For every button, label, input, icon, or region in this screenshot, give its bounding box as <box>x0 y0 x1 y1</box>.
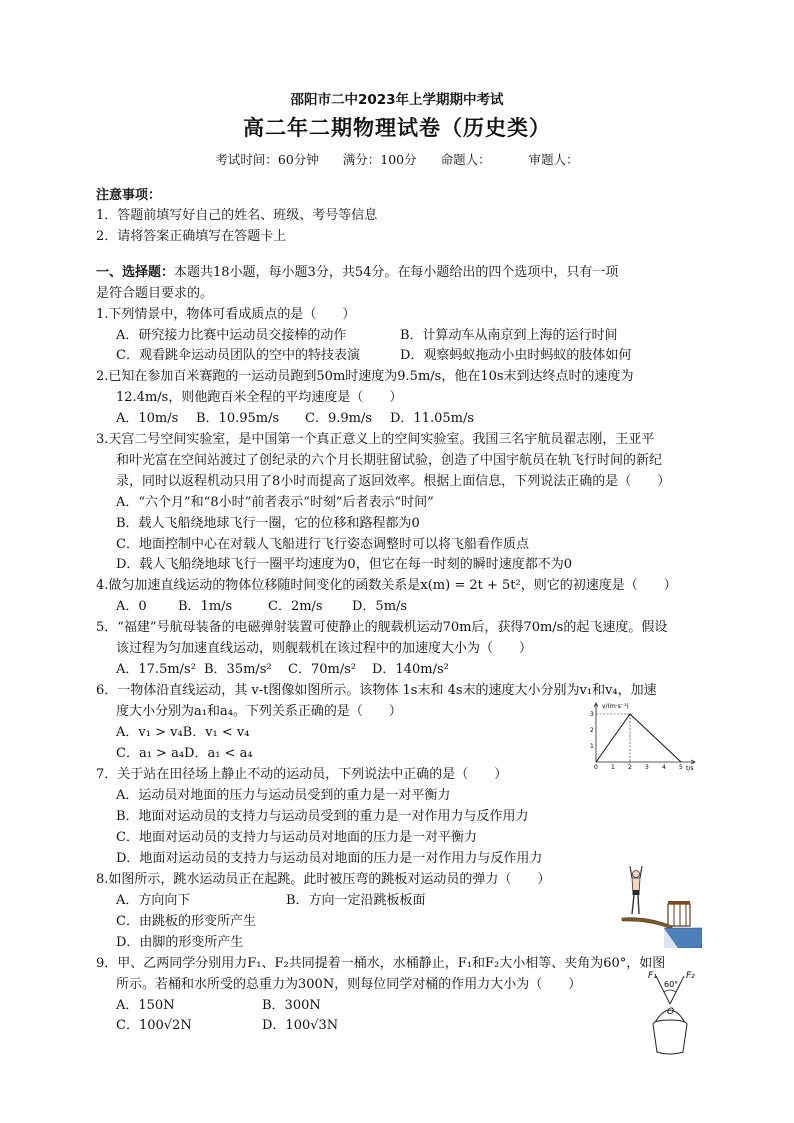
option-ab: A．v₁ > v₄B．v₁ < v₄ <box>116 725 250 740</box>
setter: 命题人： <box>440 152 491 167</box>
option-b: B．1m/s <box>178 599 233 614</box>
option-d: D．5m/s <box>352 599 408 614</box>
school-exam-name: 邵阳市二中2023年上学期期中考试 <box>290 92 504 108</box>
option-c: C．9.9m/s <box>305 411 372 426</box>
option-a: A．研究接力比赛中运动员交接棒的动作 <box>116 328 347 343</box>
section-heading: 一、选择题： <box>96 265 175 280</box>
option-b: B．35m/s² <box>204 662 272 677</box>
question-stem: 4.做匀加速直线运动的物体位移随时间变化的函数关系是x(m) = 2t + 5t²，则它的初速度是（ ） <box>96 578 677 593</box>
y-tick-label: 3 <box>590 711 594 718</box>
question-stem-cont: 度大小分别为a₁和a₄。下列关系正确的是（ ） <box>116 704 402 719</box>
option-b: B．方向一定沿跳板板面 <box>286 893 426 908</box>
option-c: C．由跳板的形变所产生 <box>116 914 256 929</box>
option-b: B．地面对运动员的支持力与运动员受到的重力是一对作用力与反作用力 <box>116 809 529 824</box>
f2-label: F₂ <box>686 971 695 981</box>
exam-time: 考试时间：60分钟 <box>215 152 319 167</box>
notes-heading: 注意事项： <box>96 188 162 203</box>
option-a: A．17.5m/s² <box>116 662 196 677</box>
diver-illustration <box>608 866 702 948</box>
x-tick-label: 1 <box>611 764 615 771</box>
question-stem: 2.已知在参加百米赛跑的一运动员跑到50m时速度为9.5m/s，他在10s末到达终点时的速度为 <box>96 369 634 384</box>
option-b: B．计算动车从南京到上海的运行时间 <box>400 328 618 343</box>
option-a: A．150N <box>116 998 175 1013</box>
f1-label: F₁ <box>648 971 657 981</box>
option-b: B．10.95m/s <box>196 411 280 426</box>
y-tick-label: 2 <box>590 727 594 734</box>
option-c: C．2m/s <box>268 599 323 614</box>
question-stem: 5．“福建”号航母装备的电磁弹射装置可使静止的舰载机运动70m后，获得70m/s的起飞速度。假设 <box>96 620 668 635</box>
question-stem-cont: 所示。若桶和水所受的总重力为300N，则每位同学对桶的作用力大小为（ ） <box>116 977 582 992</box>
option-b: B．载人飞船绕地球飞行一圈，它的位移和路程都为0 <box>116 516 420 531</box>
question-stem: 3.天宫二号空间实验室，是中国第一个真正意义上的空间实验室。我国三名宇航员翟志刚，王亚平 <box>96 432 655 447</box>
vt-series-line <box>596 714 681 762</box>
bucket-figure <box>640 966 706 1058</box>
x-axis-label: t/s <box>686 765 694 772</box>
option-d: D．地面对运动员的支持力与运动员对地面的压力是一对作用力与反作用力 <box>116 851 543 866</box>
question-stem-cont: 12.4m/s，则他跑百米全程的平均速度是（ ） <box>116 390 403 405</box>
option-d: D．载人飞船绕地球飞行一圈平均速度为0，但它在每一时刻的瞬时速度都不为0 <box>116 557 572 572</box>
section-intro <box>96 264 618 282</box>
y-axis-label: v/(m·s⁻¹) <box>602 703 629 710</box>
note-item: 1．答题前填写好自己的姓名、班级、考号等信息 <box>96 208 378 223</box>
point-o-label: O <box>667 1007 675 1017</box>
question-stem: 8.如图所示，跳水运动员正在起跳。此时被压弯的跳板对运动员的弹力（ ） <box>96 872 551 887</box>
x-tick-label: 0 <box>594 764 598 771</box>
option-c: C．70m/s² <box>288 662 357 677</box>
question-stem: 7．关于站在田径场上静止不动的运动员，下列说法中正确的是（ ） <box>96 767 508 782</box>
question-stem-cont: 和叶光富在空间站渡过了创纪录的六个月长期驻留试验，创造了中国宇航员在轨飞行时间的新纪 <box>116 453 663 468</box>
x-tick-label: 5 <box>679 764 683 771</box>
option-c: C．观看跳伞运动员团队的空中的特技表演 <box>116 348 360 363</box>
exam-meta <box>0 150 794 168</box>
angle-label: 60° <box>664 980 679 989</box>
question-stem-cont: 该过程为匀加速直线运动，则舰载机在该过程中的加速度大小为（ ） <box>116 641 533 656</box>
option-cd: C．a₁ > a₄D．a₁ < a₄ <box>116 746 253 761</box>
option-d: D．100√3N <box>262 1018 339 1033</box>
option-c: C．地面控制中心在对载人飞船进行飞行姿态调整时可以将飞船看作质点 <box>116 537 529 552</box>
page-title: 高二年二期物理试卷（历史类） <box>243 115 551 140</box>
section-desc: 本题共18小题，每小题3分，共54分。在每小题给出的四个选项中，只有一项 <box>174 265 619 280</box>
y-tick-label: 1 <box>590 743 594 750</box>
option-a: A．10m/s <box>116 411 179 426</box>
option-a: A．运动员对地面的压力与运动员受到的重力是一对平衡力 <box>116 788 451 803</box>
reviewer: 审题人： <box>528 152 579 167</box>
section-desc-2: 是符合题目要求的。 <box>96 286 214 301</box>
option-c: C．地面对运动员的支持力与运动员对地面的压力是一对平衡力 <box>116 830 477 845</box>
option-b: B．300N <box>262 998 321 1013</box>
option-a: A．“六个月”和“8小时”前者表示“时刻”后者表示“时间” <box>116 495 434 510</box>
x-tick-label: 2 <box>628 764 632 771</box>
question-stem: 6．一物体沿直线运动，其 v-t图像如图所示。该物体 1s末和 4s末的速度大小分别为v₁和v₄，加速 <box>96 683 657 698</box>
option-d: D．由脚的形变所产生 <box>116 935 244 950</box>
question-stem: 9．甲、乙两同学分别用力F₁、F₂共同提着一桶水，水桶静止，F₁和F₂大小相等、夹角为60°，如图 <box>96 956 666 971</box>
full-score: 满分：100分 <box>342 152 417 167</box>
question-stem-cont: 录，同时以返程机动只用了8小时而提高了返回效率。根据上面信息，下列说法正确的是（ ） <box>116 474 671 489</box>
vt-chart <box>582 700 702 772</box>
option-d: D．140m/s² <box>372 662 449 677</box>
option-a: A．0 <box>116 599 147 614</box>
option-d: D．观察蚂蚁拖动小虫时蚂蚁的肢体如何 <box>400 348 632 363</box>
x-tick-label: 4 <box>662 764 666 771</box>
note-item: 2．请将答案正确填写在答题卡上 <box>96 229 287 244</box>
question-stem: 1.下列情景中，物体可看成质点的是（ ） <box>96 307 356 322</box>
x-tick-label: 3 <box>645 764 649 771</box>
option-d: D．11.05m/s <box>390 411 475 426</box>
option-a: A．方向向下 <box>116 893 191 908</box>
option-c: C．100√2N <box>116 1018 192 1033</box>
